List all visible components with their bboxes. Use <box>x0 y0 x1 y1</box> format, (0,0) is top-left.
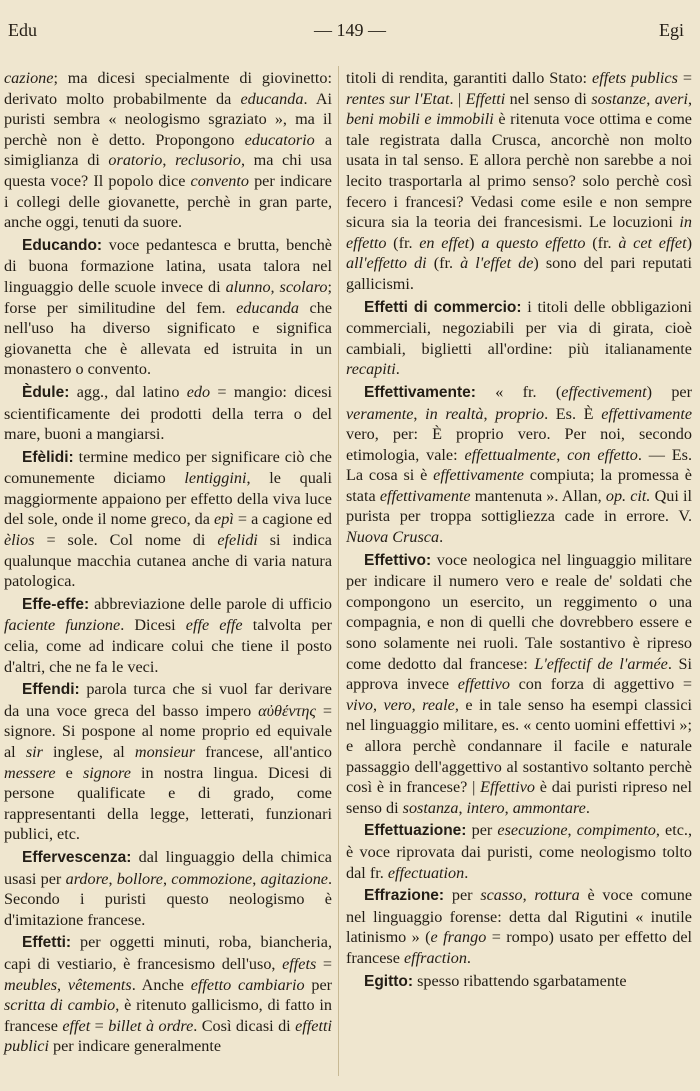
definition-text: per <box>466 821 498 840</box>
definition-text: = <box>90 1016 109 1035</box>
italic-term: recapiti <box>346 360 396 379</box>
definition-text: mantenuta ». Allan, <box>470 486 606 505</box>
definition-text: inglese, al <box>42 743 135 761</box>
definition-text: = <box>316 954 332 973</box>
definition-text: dal linguaggio della chimica usasi per <box>4 847 332 888</box>
definition-text: (fr. <box>585 233 619 252</box>
italic-term: averi <box>654 89 688 108</box>
entry-effetti <box>4 932 332 1057</box>
right-column <box>346 68 692 994</box>
definition-text: con forza di aggettivo = <box>509 675 693 694</box>
italic-term: rottura <box>534 886 580 905</box>
italic-term: ardore <box>65 869 109 888</box>
italic-term: effectivement <box>561 382 647 401</box>
italic-term: vêtements <box>67 975 132 994</box>
definition-text: « fr. ( <box>475 382 562 401</box>
definition-text: , è ritenuto gallicismo, di fatto in francese <box>4 996 332 1035</box>
column-divider <box>338 66 339 1076</box>
definition-text: ; ma dicesi specialmente di giovinetto: derivato molto probabilmente da <box>4 69 332 108</box>
definition-text: , <box>646 89 655 108</box>
italic-term: monsieur <box>134 743 196 761</box>
italic-term: effe effe <box>185 616 243 635</box>
entry-effettivo <box>346 550 692 819</box>
italic-term: rentes sur l'Etat <box>346 89 450 108</box>
italic-term: effets <box>282 954 317 973</box>
italic-term: effraction <box>403 948 467 967</box>
header-left-guideword: Edu <box>8 20 37 40</box>
definition-text: = a cagione ed <box>233 510 332 529</box>
italic-term: effectuation <box>387 863 465 882</box>
headword: Efèlidi: <box>22 448 74 466</box>
definition-text: . — Es. La cosa si è <box>346 445 693 485</box>
definition-text: è dai puristi ripreso nel senso di <box>346 778 692 817</box>
definition-text: ; forse per similitudine del fem. <box>4 277 332 317</box>
italic-term: sir <box>25 743 43 761</box>
definition-text: in nostra lingua. Dicesi di persone qualificate e di grado, come rappresentanti della legge, letterati, funzionari publici, etc. <box>4 763 333 844</box>
headword: Educando: <box>22 236 103 254</box>
italic-term: edo <box>186 382 211 401</box>
italic-term: à l'effet de <box>460 254 534 273</box>
definition-text: . Anche <box>131 975 191 994</box>
definition-text: per oggetti minuti, roba, biancheria, capi di vestiario, è francesismo dell'uso, <box>4 933 332 973</box>
definition-text: = mangio: dicesi scientificamente dei prodotti della terra o del mare, buoni a mangiarsi. <box>4 382 332 444</box>
italic-term: messere <box>4 763 56 782</box>
definition-text: , <box>413 404 426 423</box>
italic-term: agitazione <box>260 869 328 888</box>
definition-text: che nell'uso ha diverso significato e significa giovanetta che è allevata ed istruita in un monastero o convento. <box>4 298 333 379</box>
italic-term: educanda <box>240 89 304 108</box>
italic-term: in effetto <box>346 213 692 252</box>
italic-term: vivo <box>346 695 373 714</box>
italic-term: scritta di cambio <box>4 996 116 1015</box>
entry-egitto <box>346 971 692 993</box>
definition-text: . Secondo i puristi questo neologismo è d'imitazione francese. <box>4 869 333 929</box>
entry-effendi <box>4 679 332 845</box>
definition-text: , <box>483 404 496 423</box>
page-number: — 149 — <box>314 20 386 40</box>
italic-term: effetto cambiario <box>190 975 305 994</box>
definition-text: , ma chi usa questa voce? Il popolo dice <box>4 151 332 190</box>
entry-effrazione <box>346 885 692 968</box>
definition-text: (fr. <box>386 233 420 252</box>
italic-term: cazione <box>4 69 54 87</box>
definition-text: . Si approva invece <box>346 654 692 694</box>
italic-term: effettivamente <box>379 486 471 505</box>
definition-text: , <box>504 798 513 817</box>
headword: Effervescenza: <box>22 848 132 866</box>
italic-term: en effet <box>419 233 470 252</box>
headword: Effendi: <box>22 681 80 699</box>
definition-text: spesso ribattendo sgarbatamente <box>413 971 627 990</box>
definition-text: , <box>687 89 693 108</box>
italic-term: effettualmente <box>464 445 557 464</box>
definition-text: si indica qualunque macchia cutanea anche di varia natura patologica. <box>4 531 332 591</box>
left-column <box>4 68 332 1059</box>
definition-text: nel senso di <box>505 89 592 108</box>
italic-term: scasso <box>480 886 523 905</box>
definition-text: ) <box>686 233 693 252</box>
italic-term: proprio <box>495 404 545 423</box>
entry-educando <box>4 235 332 380</box>
definition-text: . <box>464 863 469 882</box>
definition-text: , <box>57 975 68 994</box>
definition-text: vero, per: È proprio vero. Per noi, secondo etimologia, vale: <box>346 425 692 464</box>
italic-term: educatorio <box>244 130 315 149</box>
entry-effettivamente <box>346 382 692 548</box>
definition-text: è voce comune nel linguaggio forense: detta dal Rigutini « inutile latinismo » ( <box>346 886 693 947</box>
entry-edule <box>4 382 332 445</box>
italic-term: ammontare <box>512 798 586 817</box>
definition-text: , <box>411 695 423 714</box>
headword: Effetti di commercio: <box>364 298 522 316</box>
italic-term: effets publics <box>592 69 678 87</box>
entry-effettuazione <box>346 820 692 883</box>
italic-term: commozione <box>171 869 253 888</box>
italic-term: èlios <box>4 531 35 550</box>
definition-text: , <box>567 821 577 840</box>
italic-term: effettivamente <box>601 404 693 423</box>
header-right-guideword: Egi <box>659 20 684 40</box>
italic-term: αὐθέντης <box>258 701 316 720</box>
italic-term: billet à ordre <box>108 1016 194 1035</box>
entry-effe-effe <box>4 594 332 677</box>
italic-term: educanda <box>236 298 299 317</box>
definition-text: ) sono del pari reputati gallicismi. <box>346 254 692 293</box>
italic-term: à cet effet <box>618 233 687 252</box>
definition-text: , <box>108 869 117 888</box>
definition-text: parola turca che si vuol far derivare da una voce greca del basso impero <box>4 680 332 720</box>
definition-text: (fr. <box>426 254 461 273</box>
definition-text: . Ai puristi sembra « neologismo sgraziato », ma il perchè non è detto. Propongono <box>4 89 333 149</box>
definition-text: i titoli delle obbligazioni commerciali, negoziabili per via di girata, cioè cambiali, biglietti all'ordine: più italianamente <box>346 297 692 358</box>
definition-text: per indicare i collegi delle giovanette, perchè in gran parte, anche oggi, tenuti da suore. <box>4 171 332 232</box>
italic-term: sostanze <box>591 89 647 108</box>
entry-effervescenza <box>4 847 332 930</box>
italic-term: convento <box>190 171 249 190</box>
italic-term: meubles <box>4 975 58 994</box>
definition-text: , <box>458 798 467 817</box>
italic-term: effet <box>62 1016 91 1035</box>
italic-term: con effetto <box>567 445 638 464</box>
italic-term: Effetti <box>465 89 506 108</box>
italic-term: faciente funzione <box>4 616 121 635</box>
headword: Effe-effe: <box>22 595 90 613</box>
definition-text: voce neologica nel linguaggio militare per indicare il numero vero e reale de' soldati che compongono un esercito, un reggimento o una compagnia, e non di quelli che dovrebbero essere e sono solamente nei ruoli. Tale sostantivo è ripreso come dedotto dal francese: <box>346 550 692 673</box>
italic-term: op. cit. <box>605 486 651 505</box>
entry-effetti-commercio <box>346 297 692 380</box>
definition-text: abbreviazione delle parole di ufficio <box>89 594 332 613</box>
definition-text: . <box>585 798 590 817</box>
definition-text: per indicare generalmente <box>48 1037 222 1056</box>
italic-term: all'effetto di <box>346 254 427 273</box>
definition-text: , e in tale senso ha esempi classici nel linguaggio militare, es. « cento uomini effettivi »; e allora perchè condannare il facile e naturale passaggio dell'aggettivo al sostantivo soltanto perchè così è in francese? | <box>346 695 693 797</box>
definition-text: . <box>466 948 471 967</box>
italic-term: efelidi <box>217 531 258 550</box>
italic-term: oratorio <box>108 151 163 170</box>
definition-text: talvolta per celia, come ad indicare colui che tiene il posto d'altri, che ne fa le veci. <box>4 616 333 676</box>
definition-text: ) per <box>646 382 693 401</box>
italic-term: alunno, scolaro <box>225 277 328 296</box>
italic-term: effettivo <box>457 675 510 694</box>
headword: Effettivo: <box>364 551 432 569</box>
definition-text: , <box>372 695 384 714</box>
definition-text: , <box>522 886 535 905</box>
definition-text: francese, all'antico <box>195 743 332 761</box>
headword: Effetti: <box>22 934 72 952</box>
headword: Effettivamente: <box>364 383 476 401</box>
italic-term: e frango <box>430 928 487 947</box>
definition-text: a simiglianza di <box>4 130 333 170</box>
italic-term: signore <box>82 763 131 782</box>
definition-text: = <box>677 69 692 87</box>
italic-term: intero <box>466 798 505 817</box>
definition-text: , le quali maggiormente appaiono per effetto della viva luce del sole, onde il nome greco, da <box>4 469 332 529</box>
headword: Effettuazione: <box>364 822 467 840</box>
definition-text: e <box>55 763 83 782</box>
definition-text: , <box>162 151 176 170</box>
definition-text: per <box>304 975 333 994</box>
definition-text: . Così dicasi di <box>193 1016 296 1035</box>
definition-text: = sole. Col nome di <box>34 531 218 550</box>
definition-text: , <box>162 869 172 888</box>
italic-term: reclusorio <box>175 151 242 170</box>
italic-term: lentiggini <box>184 469 247 488</box>
headword: Effrazione: <box>364 887 445 905</box>
definition-text: . Dicesi <box>120 616 186 635</box>
definition-text: . <box>395 360 400 379</box>
italic-term: bollore <box>116 869 163 888</box>
entry-continuation <box>4 68 332 233</box>
headword: Èdule: <box>22 383 70 401</box>
definition-text: . <box>439 528 444 547</box>
entry-efelidi <box>4 447 332 592</box>
italic-term: a questo effetto <box>481 233 586 252</box>
definition-text: termine medico per significare ciò che comunemente diciamo <box>4 447 332 488</box>
definition-text: . Es. È <box>544 404 602 423</box>
italic-term: effetti publici <box>4 1016 332 1056</box>
definition-text: = signore. Si pospone al nome proprio ed equivale al <box>4 701 332 761</box>
definition-text: = rompo) usato per effetto del francese <box>346 928 693 967</box>
italic-term: reale <box>422 695 455 714</box>
definition-text: titoli di rendita, garantiti dallo Stato: <box>346 69 593 87</box>
definition-text: . | <box>449 89 466 108</box>
definition-text: voce pedantesca e brutta, benchè di buona formazione latina, usata talora nel linguaggio delle scuole invece di <box>4 235 332 296</box>
definition-text: , etc., è voce riprovata dai puristi, come neologismo tolto dal fr. <box>346 821 693 882</box>
italic-term: L'effectif de l'armée <box>534 654 668 673</box>
italic-term: beni mobili e immobili <box>346 110 494 129</box>
definition-text: Qui il purista per troppa sottigliezza cade in errore. V. <box>346 486 693 526</box>
italic-term: Effettivo <box>480 778 535 797</box>
definition-text: agg., dal latino <box>69 382 187 401</box>
italic-term: esecuzione <box>497 821 568 840</box>
definition-text: per <box>444 886 481 905</box>
italic-term: effettivamente <box>433 466 524 485</box>
italic-term: sostanza <box>402 798 459 817</box>
italic-term: Nuova Crusca <box>346 528 440 547</box>
page-header <box>0 0 700 60</box>
entry-continuation <box>346 68 692 295</box>
italic-term: epì <box>214 510 234 529</box>
definition-text: ) <box>469 233 482 252</box>
italic-term: compimento <box>576 821 656 840</box>
definition-text: , <box>556 445 568 464</box>
definition-text: compiuta; la promessa è stata <box>346 466 692 505</box>
definition-text: , <box>252 869 261 888</box>
italic-term: in realtà <box>425 404 484 423</box>
italic-term: vero <box>383 695 412 714</box>
italic-term: veramente <box>346 404 414 423</box>
headword: Egitto: <box>364 972 414 990</box>
definition-text: è ritenuta voce ottima e come tale registrata dalla Crusca, ancorchè non molto usata in tal senso. E allora perchè non sarebbe a noi lecito trasportarla al primo senso? solo perchè così fecero i francesi? Vedasi come esile e non sempre sicura sia la teoria dei francesismi. Le locuzioni <box>346 110 692 232</box>
